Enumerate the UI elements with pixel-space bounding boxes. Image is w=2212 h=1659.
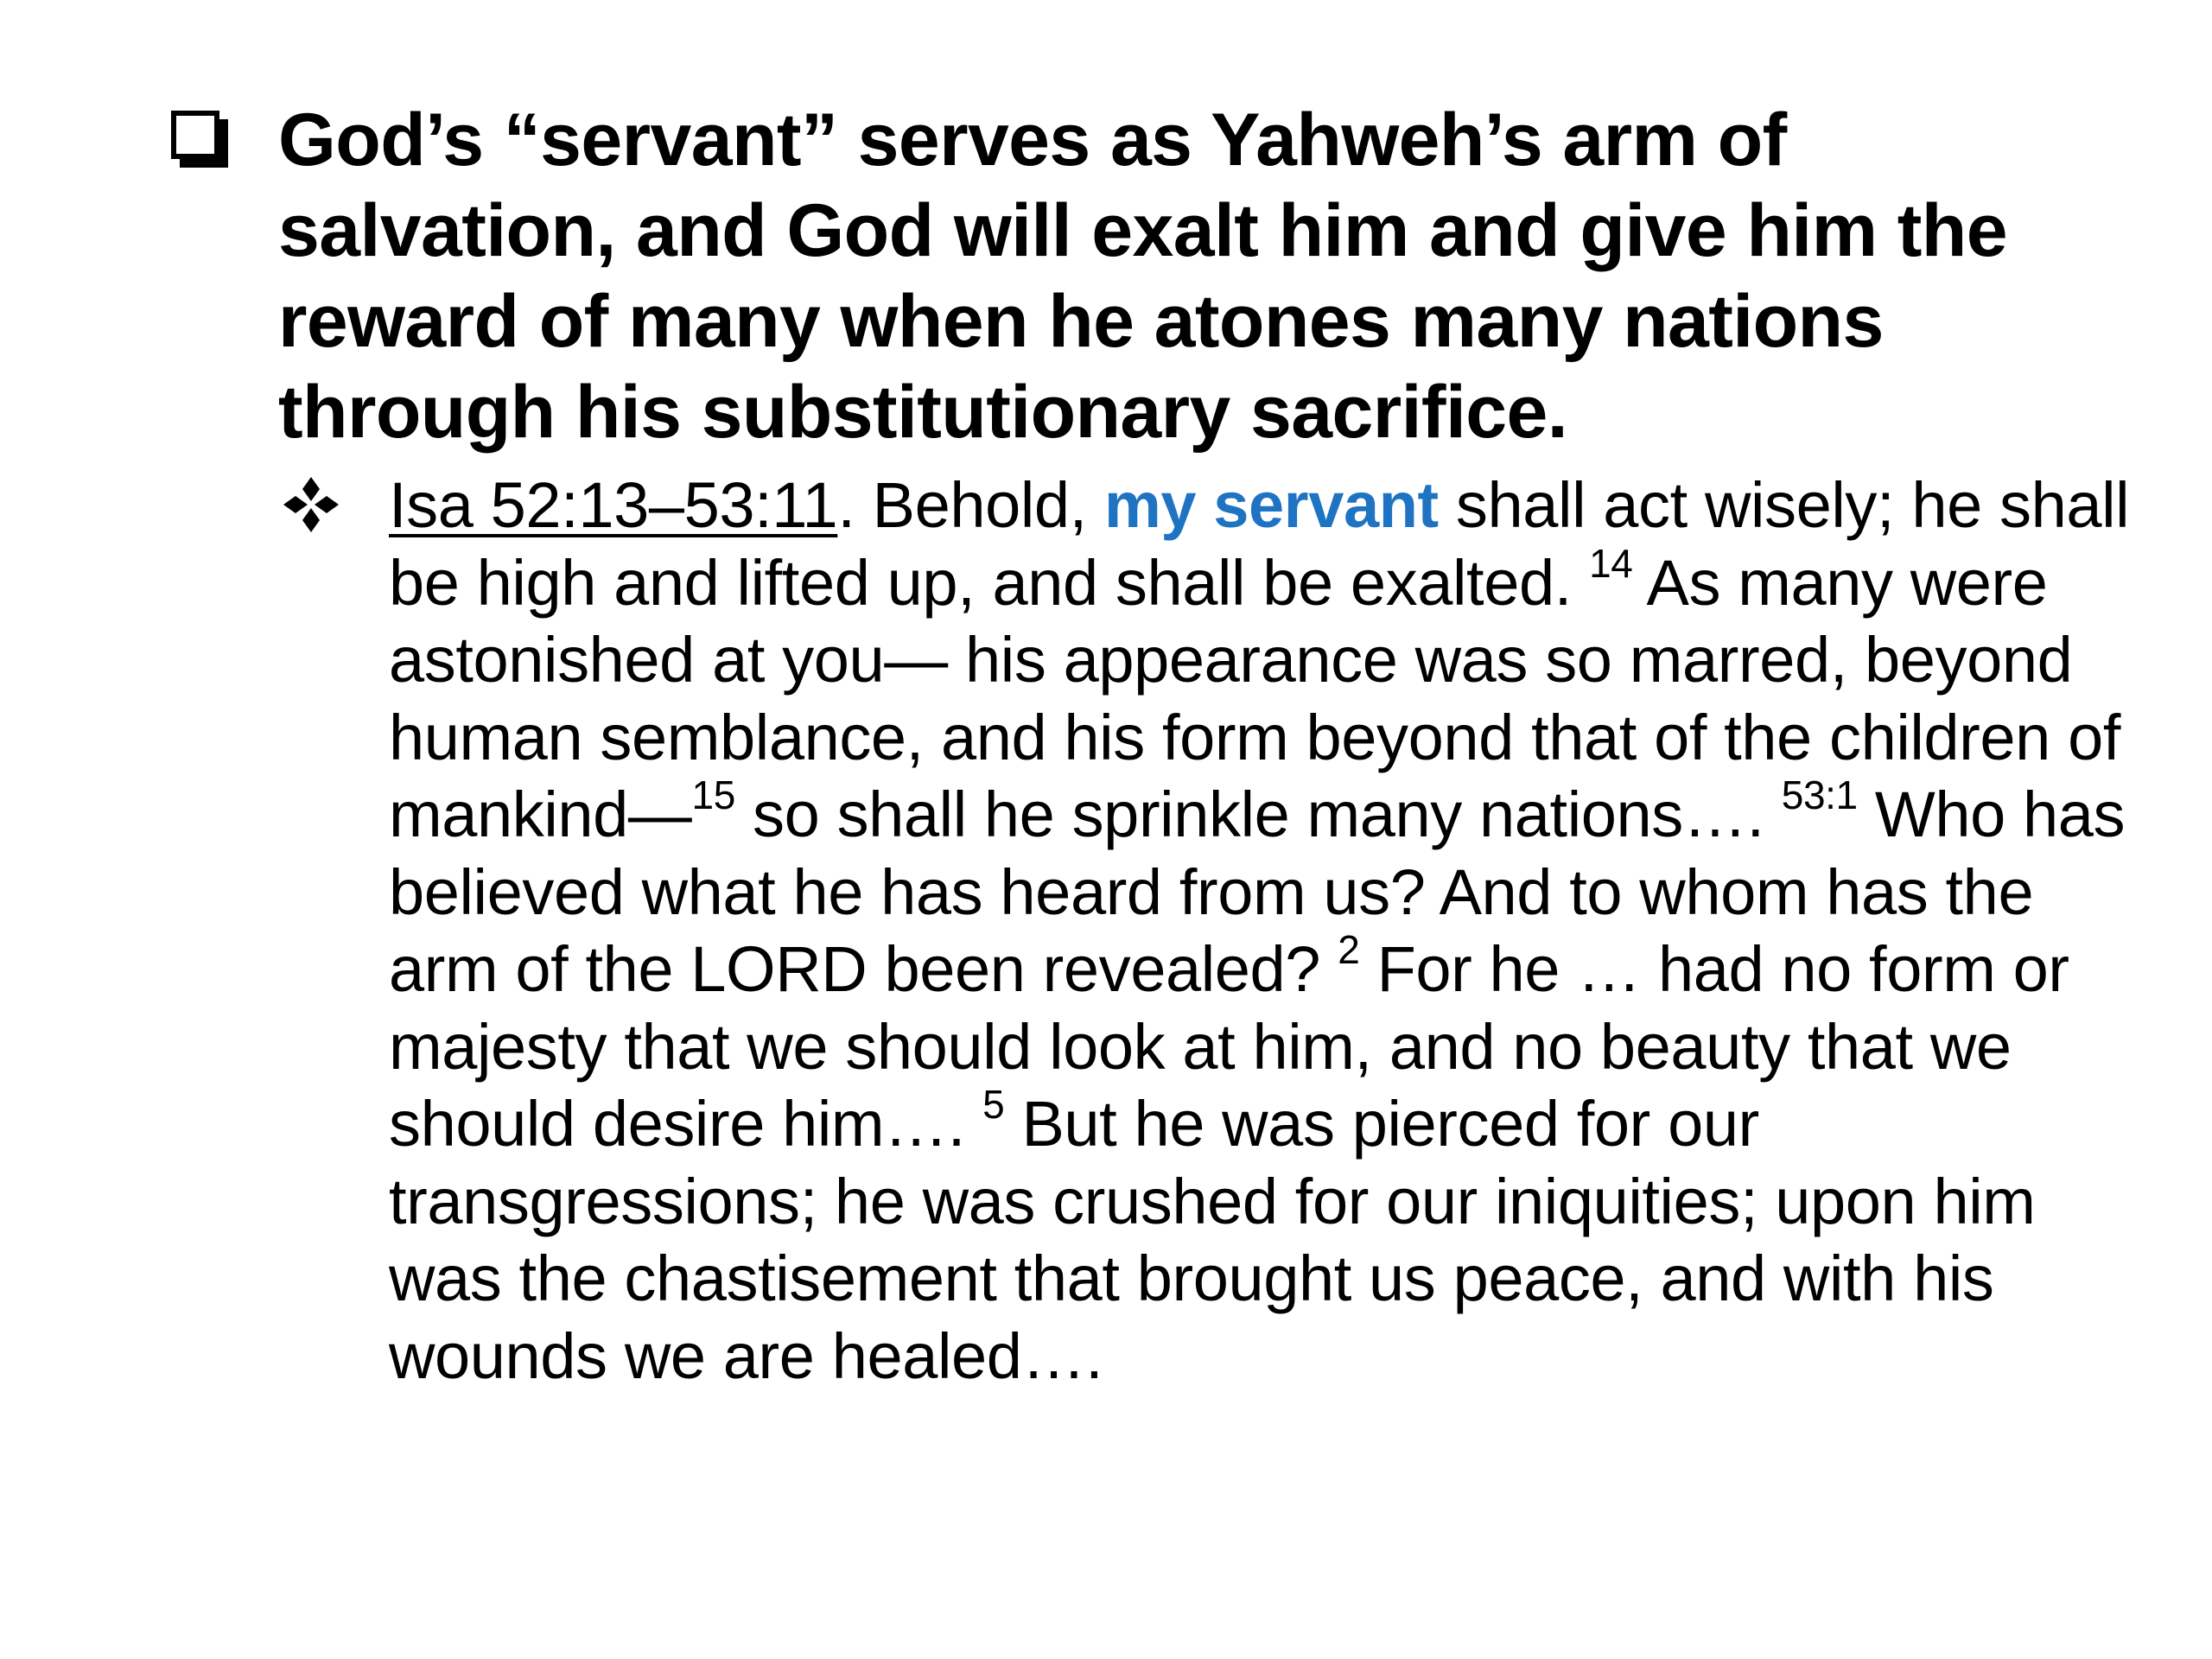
hollow-square-bullet-icon: [171, 111, 219, 159]
passage-text: As many were astonished at you— his appearance was so marred, beyond human semblance, and his form beyond that of the children of mankind—: [389, 546, 2120, 850]
passage-intro: . Behold,: [837, 469, 1104, 541]
verse-number: 2: [1338, 927, 1360, 973]
passage-text: shall act wisely; he shall be high and lifted up, and shall be exalted.: [389, 469, 2130, 619]
verse-number: 5: [982, 1082, 1005, 1128]
four-diamond-bullet-icon: [280, 474, 342, 536]
passage-text: For he … had no form or majesty that we should look at him, and no beauty that we should desire him….: [389, 933, 2069, 1160]
highlighted-phrase: my servant: [1103, 469, 1439, 541]
passage-body: [389, 469, 2129, 1392]
passage-text: But he was pierced for our transgressions; he was crushed for our iniquities; upon him was the chastisement that brought us peace, and with his wounds we are healed….: [389, 1088, 2036, 1392]
verse-number: 15: [691, 772, 735, 818]
passage-text: Who has believed what he has heard from us? And to whom has the arm of the LORD been revealed?: [389, 779, 2126, 1005]
verse-number: 14: [1589, 540, 1633, 586]
verse-number: 53:1: [1781, 772, 1858, 818]
scripture-reference: Isa 52:13–53:11: [389, 469, 838, 541]
scripture-passage: [389, 467, 2143, 1395]
heading-bullet-text: God’s “servant” serves as Yahweh’s arm of salvation, and God will exalt him and give him the reward of many when he atones many nations through his substitutionary sacrifice.: [278, 99, 2007, 454]
passage-text: so shall he sprinkle many nations….: [734, 779, 1782, 850]
